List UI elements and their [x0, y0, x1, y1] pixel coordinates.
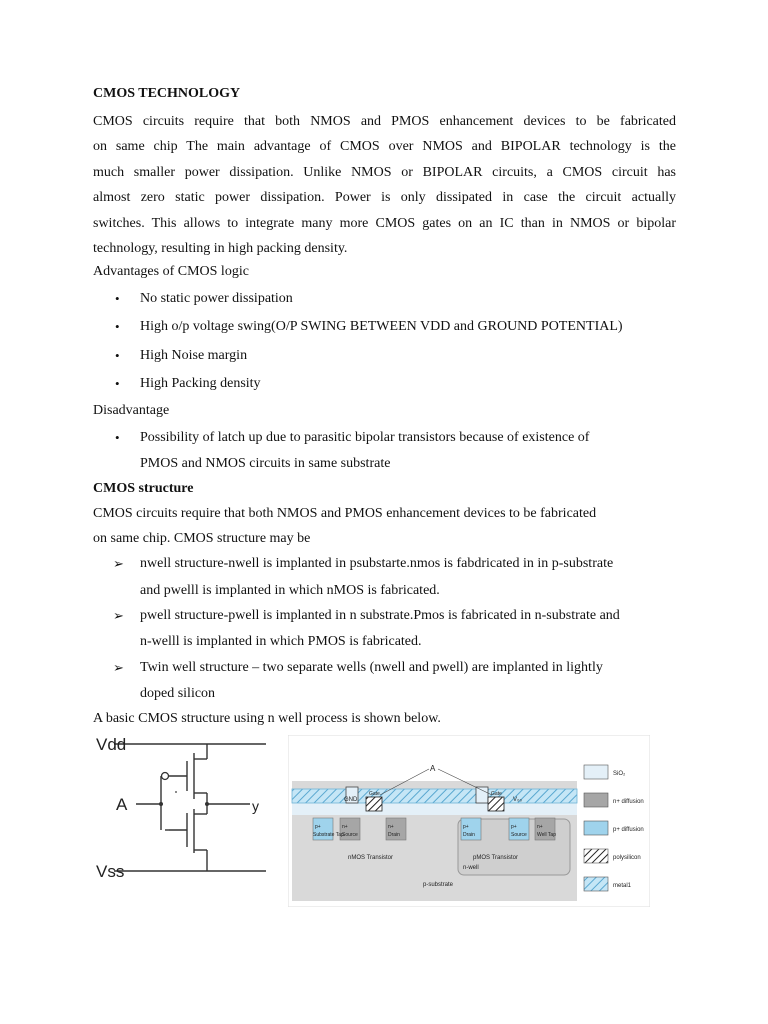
structure-item: Twin well structure – two separate wells (nwell and pwell) are implanted in lightly: [140, 660, 603, 675]
substrate-tap-type: p+: [315, 824, 321, 830]
arrow-bullet-icon: ➢: [113, 608, 124, 623]
pmos-gate-poly: [488, 797, 504, 811]
intro-line: CMOS circuits require that both NMOS and PMOS enhancement devices to be fabricated: [93, 114, 676, 129]
legend-sio2-label: SiO₂: [613, 771, 626, 777]
vdd-terminal-label: V₀₀: [513, 797, 522, 803]
nmos-source-label: Source: [342, 832, 358, 838]
structure-item-continued: n-welll is implanted in which PMOS is fabricated.: [140, 634, 422, 649]
well-tap-label: Well Tap: [537, 832, 556, 838]
output-node-dot: [205, 802, 209, 806]
advantage-item: High Noise margin: [140, 348, 248, 363]
n-well-label: n-well: [463, 865, 479, 871]
disadvantage-item-continued: PMOS and NMOS circuits in same substrate: [140, 456, 391, 471]
advantages-heading: Advantages of CMOS logic: [93, 264, 249, 279]
pmos-source-label: Source: [511, 832, 527, 838]
pmos-drain-label: Drain: [463, 832, 475, 838]
structure-intro-line: CMOS circuits require that both NMOS and PMOS enhancement devices to be fabricated: [93, 506, 597, 521]
legend-sio2-swatch: [584, 765, 608, 779]
legend-pdiff-label: p+ diffusion: [613, 827, 644, 833]
disadvantage-heading: Disadvantage: [93, 403, 170, 418]
bullet-icon: •: [115, 291, 120, 306]
bullet-icon: •: [115, 319, 120, 334]
arrow-bullet-icon: ➢: [113, 660, 124, 675]
arrow-bullet-icon: ➢: [113, 556, 124, 571]
gnd-label: GND: [344, 797, 358, 803]
nmos-drain-label: Drain: [388, 832, 400, 838]
structure-heading: CMOS structure: [93, 481, 194, 496]
legend-metal-label: metal1: [613, 883, 632, 889]
intro-line: almost zero static power dissipation. Power is only dissipated in case the circuit actually: [93, 190, 676, 206]
structure-item: nwell structure-nwell is implanted in psubstarte.nmos is fabdricated in in p-substrate: [140, 556, 614, 571]
pmos-transistor-label: pMOS Transistor: [473, 855, 519, 861]
structure-item-continued: doped silicon: [140, 686, 216, 701]
advantage-item: High o/p voltage swing(O/P SWING BETWEEN VDD and GROUND POTENTIAL): [140, 319, 623, 334]
intro-paragraph: [93, 109, 676, 261]
intro-line: switches. This allows to integrate many more CMOS gates on an IC than in NMOS or bipolar: [93, 215, 676, 231]
nmos-gate-poly: [366, 797, 382, 811]
intro-line: on same chip The main advantage of CMOS over NMOS and BIPOLAR technology is the: [93, 139, 676, 155]
nmos-source-type: n+: [342, 824, 348, 830]
substrate-tap-label: Substrate Tap: [313, 832, 344, 838]
legend-ndiff-swatch: [584, 793, 608, 807]
intro-line: technology, resulting in high packing density.: [93, 241, 348, 257]
structure-intro-line: on same chip. CMOS structure may be: [93, 531, 311, 546]
legend-ndiff-label: n+ diffusion: [613, 799, 644, 805]
bullet-icon: •: [115, 348, 120, 363]
label-a: A: [430, 764, 436, 773]
advantage-item: No static power dissipation: [140, 291, 293, 306]
bullet-icon: •: [115, 430, 120, 445]
pmos-gate-label: Gate: [491, 791, 502, 797]
bullet-icon: •: [115, 376, 120, 391]
cmos-cross-section-diagram: [288, 735, 650, 907]
vdd-label: Vdd: [96, 735, 127, 754]
nmos-drain-type: n+: [388, 824, 394, 830]
nmos-transistor-label: nMOS Transistor: [348, 855, 394, 861]
structure-item: pwell structure-pwell is implanted in n substrate.Pmos is fabricated in n-substrate and: [140, 608, 620, 623]
input-node-dot: [159, 802, 163, 806]
output-y-label: y: [252, 798, 259, 814]
intro-line: much smaller power dissipation. Unlike NMOS or BIPOLAR circuits, a CMOS circuit has: [93, 164, 676, 180]
legend-metal-swatch: [584, 877, 608, 891]
vss-label: Vss: [96, 862, 125, 881]
legend-poly-label: polysilicon: [613, 855, 641, 861]
pmos-drain-type: p+: [463, 824, 469, 830]
cmos-inverter-schematic: [92, 733, 270, 883]
metal1-layer: [292, 789, 577, 803]
page-title: CMOS TECHNOLOGY: [93, 86, 241, 101]
disadvantage-item: Possibility of latch up due to parasitic bipolar transistors because of existence of: [140, 430, 590, 445]
pmos-source-type: p+: [511, 824, 517, 830]
nmos-gate-label: Gate: [369, 791, 380, 797]
advantage-item: High Packing density: [140, 376, 261, 391]
structure-item-continued: and pwelll is implanted in which nMOS is fabricated.: [140, 583, 440, 598]
p-substrate-label: p-substrate: [423, 882, 454, 888]
legend-pdiff-swatch: [584, 821, 608, 835]
well-tap-type: n+: [537, 824, 543, 830]
pmos-bubble-icon: [162, 773, 169, 780]
legend-poly-swatch: [584, 849, 608, 863]
input-a-label: A: [116, 795, 128, 814]
closing-line: A basic CMOS structure using n well process is shown below.: [93, 711, 441, 726]
